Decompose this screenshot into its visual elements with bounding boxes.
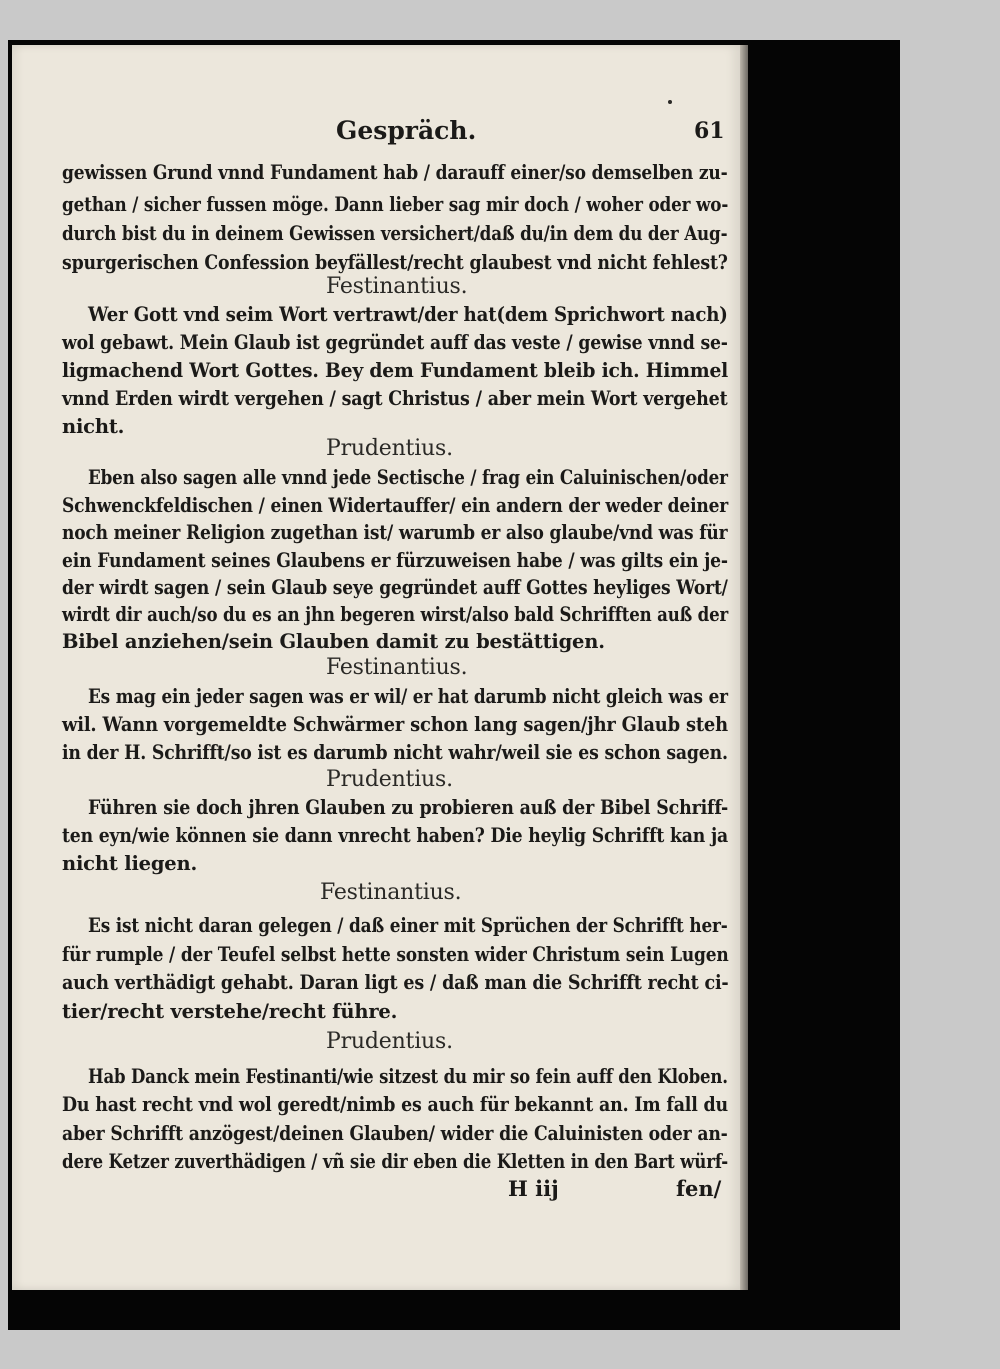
text-line: Hab Danck mein Festinanti/wie sitzest du mir so fein auff den Kloben. (88, 1065, 728, 1088)
text-line: noch meiner Religion zugethan ist/ warumb er also glaube/vnd was für (62, 521, 728, 544)
text-line: Bibel anziehen/sein Glauben damit zu bestättigen. (62, 630, 605, 653)
text-line: spurgerischen Confession beyfällest/recht glaubest vnd nicht fehlest? (62, 251, 728, 274)
text-line: für rumple / der Teufel selbst hette sonsten wider Christum sein Lugen (62, 943, 729, 966)
text-line: auch verthädigt gehabt. Daran ligt es / daß man die Schrifft recht ci- (62, 971, 729, 994)
text-line: Wer Gott vnd seim Wort vertrawt/der hat(dem Sprichwort nach) (88, 303, 728, 326)
text-line: gethan / sicher fussen möge. Dann lieber sag mir doch / woher oder wo- (62, 193, 729, 216)
speaker-label: Festinantius. (326, 655, 468, 680)
text-line: Führen sie doch jhren Glauben zu probieren auß der Bibel Schriff- (88, 796, 729, 819)
speaker-label: Prudentius. (326, 1029, 453, 1054)
text-line: gewissen Grund vnnd Fundament hab / darauff einer/so demselben zu- (62, 161, 728, 184)
text-line: Es mag ein jeder sagen was er wil/ er hat darumb nicht gleich was er (88, 685, 728, 708)
text-line: ten eyn/wie können sie dann vnrecht haben? Die heylig Schrifft kan ja (62, 824, 728, 847)
text-line: ein Fundament seines Glaubens er fürzuweisen habe / was gilts ein je- (62, 549, 728, 572)
text-line: wil. Wann vorgemeldte Schwärmer schon lang sagen/jhr Glaub steh (62, 713, 728, 736)
text-line: Es ist nicht daran gelegen / daß einer mit Sprüchen der Schrifft her- (88, 914, 728, 937)
running-head: Gespräch. (336, 116, 477, 145)
speaker-label: Festinantius. (320, 880, 462, 905)
text-line: nicht liegen. (62, 852, 198, 875)
speaker-label: Prudentius. (326, 436, 453, 461)
text-line: dere Ketzer zuverthädigen / vñ sie dir eben die Kletten in den Bart würf- (62, 1150, 728, 1173)
text-line: der wirdt sagen / sein Glaub seye gegründet auff Gottes heyliges Wort/ (62, 576, 728, 599)
page-gutter-shadow (740, 45, 748, 1290)
signature-mark: H iij (508, 1176, 559, 1201)
page-number: 61 (694, 118, 725, 144)
text-line: ligmachend Wort Gottes. Bey dem Fundament bleib ich. Himmel (62, 359, 729, 382)
text-line: wirdt dir auch/so du es an jhn begeren wirst/also bald Schrifften auß der (62, 603, 729, 626)
speaker-label: Festinantius. (326, 274, 468, 299)
text-line: durch bist du in deinem Gewissen versichert/daß du/in dem du der Aug- (62, 222, 728, 245)
text-line: wol gebawt. Mein Glaub ist gegründet auff das veste / gewise vnnd se- (62, 331, 728, 354)
text-line: in der H. Schrifft/so ist es darumb nicht wahr/weil sie es schon sagen. (62, 741, 728, 764)
text-line: Eben also sagen alle vnnd jede Sectische / frag ein Caluinischen/oder (88, 466, 728, 489)
text-line: Schwenckfeldischen / einen Widertauffer/ ein andern der weder deiner (62, 494, 729, 517)
ink-speck (668, 100, 672, 104)
text-line: Du hast recht vnd wol geredt/nimb es auch für bekannt an. Im fall du (62, 1093, 728, 1116)
speaker-label: Prudentius. (326, 767, 453, 792)
text-line: aber Schrifft anzögest/deinen Glauben/ wider die Caluinisten oder an- (62, 1122, 728, 1145)
text-line: nicht. (62, 415, 125, 438)
catchword: fen/ (676, 1176, 722, 1201)
text-line: vnnd Erden wirdt vergehen / sagt Christus / aber mein Wort vergehet (62, 387, 728, 410)
text-line: tier/recht verstehe/recht führe. (62, 1000, 398, 1023)
